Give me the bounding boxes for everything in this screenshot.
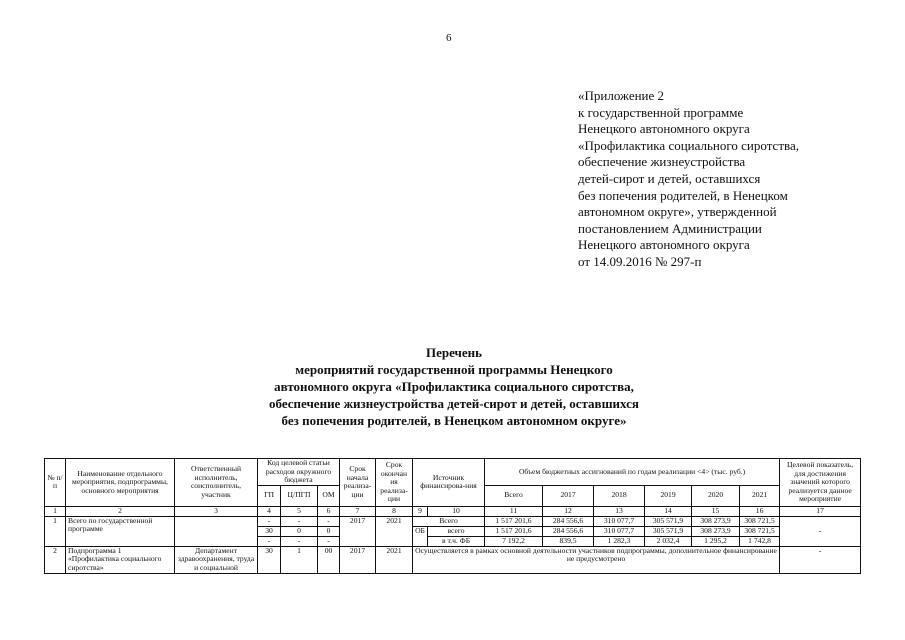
row-num: 2 (45, 546, 66, 573)
row-start: 2017 (340, 516, 376, 546)
header-gp: ГП (258, 485, 281, 506)
column-number: 3 (175, 506, 258, 516)
row-start: 2017 (340, 546, 376, 573)
appendix-line: детей-сирот и детей, оставшихся (578, 170, 761, 186)
cell-om: - (318, 516, 340, 526)
column-number-row (45, 506, 861, 516)
cell-2021: 308 721,5 (740, 516, 780, 526)
cell-gp: - (258, 536, 281, 546)
measures-table (44, 458, 861, 574)
cell-2018: 310 077,7 (594, 526, 645, 536)
header-budget-code: Код целевой статьи расходов окружного бюджета (258, 459, 340, 486)
appendix-line: «Приложение 2 (578, 88, 665, 103)
cell-om: 0 (318, 526, 340, 536)
row-name: Подпрограмма 1 «Профилактика социального сиротства» (66, 546, 175, 573)
header-2020: 2020 (692, 485, 740, 506)
row-end: 2021 (376, 516, 413, 546)
header-name: Наименование отдельного мероприятия, подпрограммы, основного мероприятия (66, 459, 175, 507)
header-start: Срок начала реализа-ции (340, 459, 376, 507)
cell-gp: - (258, 516, 281, 526)
cell-total: 1 517 201,6 (485, 526, 543, 536)
column-number: 5 (281, 506, 318, 516)
cell-total: 1 517 201,6 (485, 516, 543, 526)
cell-2018: 1 282,3 (594, 536, 645, 546)
header-volume: Объем бюджетных ассигнований по годам реализации <4> (тыс. руб.) (485, 459, 780, 486)
appendix-line: без попечения родителей, в Ненецком (578, 187, 788, 203)
cell-gp: 30 (258, 526, 281, 536)
column-number: 2 (66, 506, 175, 516)
cell-2017: 284 556,6 (543, 516, 594, 526)
column-number: 9 (413, 506, 428, 516)
cell-om: 00 (318, 546, 340, 573)
header-end: Срок окончан ия реализа-ции (376, 459, 413, 507)
header-source: Источник финансирова-ния (413, 459, 485, 507)
cell-2021: 308 721,5 (740, 526, 780, 536)
cell-2020: 1 295,2 (692, 536, 740, 546)
row-executor (175, 516, 258, 546)
title-line: автономного округа «Профилактика социального сиротства, (274, 379, 634, 394)
header-2019: 2019 (645, 485, 692, 506)
cell-2018: 310 077,7 (594, 516, 645, 526)
document-title (200, 344, 708, 429)
title-line: обеспечение жизнеустройства детей-сирот и детей, оставшихся (269, 396, 639, 411)
column-number: 16 (740, 506, 780, 516)
cell-2020: 308 273,9 (692, 526, 740, 536)
cell-source-detail: всего (428, 526, 485, 536)
cell-om: - (318, 536, 340, 546)
column-number: 13 (594, 506, 645, 516)
column-number: 7 (340, 506, 376, 516)
cell-2020: 308 273,9 (692, 516, 740, 526)
title-line: мероприятий государственной программы Ненецкого (295, 362, 613, 377)
row-executor: Департамент здравоохранения, труда и социальной (175, 546, 258, 573)
appendix-line: автономном округе», утвержденной (578, 204, 777, 220)
cell-source-ob: ОБ (413, 526, 428, 546)
header-om: ОМ (318, 485, 340, 506)
cell-cpgp: 1 (281, 546, 318, 573)
appendix-header (578, 88, 878, 271)
appendix-line: Ненецкого автономного округа (578, 121, 750, 137)
cell-2019: 305 571,9 (645, 526, 692, 536)
cell-source-detail: в т.ч. ФБ (428, 536, 485, 546)
header-2018: 2018 (594, 485, 645, 506)
cell-total: 7 192,2 (485, 536, 543, 546)
cell-2021: 1 742,8 (740, 536, 780, 546)
row-end: 2021 (376, 546, 413, 573)
cell-2019: 2 032,4 (645, 536, 692, 546)
cell-2017: 284 556,6 (543, 526, 594, 536)
row-num: 1 (45, 516, 66, 546)
cell-gp: 30 (258, 546, 281, 573)
cell-2017: 839,5 (543, 536, 594, 546)
appendix-line: «Профилактика социального сиротства, (578, 137, 799, 153)
header-num: № п/п (45, 459, 66, 507)
cell-cpgp: - (281, 536, 318, 546)
cell-cpgp: - (281, 516, 318, 526)
title-line: без попечения родителей, в Ненецком автономном округе» (281, 413, 627, 428)
title-line: Перечень (425, 345, 483, 360)
table-row (45, 546, 861, 573)
table-row (45, 516, 861, 526)
column-number: 15 (692, 506, 740, 516)
page-number: 6 (446, 32, 452, 44)
column-number: 11 (485, 506, 543, 516)
cell-source: Всего (413, 516, 485, 526)
header-2017: 2017 (543, 485, 594, 506)
column-number: 6 (318, 506, 340, 516)
header-executor: Ответственный исполнитель, соисполнитель, участник (175, 459, 258, 507)
appendix-line: Ненецкого автономного округа (578, 237, 750, 253)
row-target: - (780, 516, 861, 546)
row-name: Всего по государственной программе (66, 516, 175, 546)
appendix-line: обеспечение жизнеустройства (578, 154, 746, 170)
column-number: 4 (258, 506, 281, 516)
header-total: Всего (485, 485, 543, 506)
header-row (45, 459, 861, 486)
cell-cpgp: 0 (281, 526, 318, 536)
appendix-line: к государственной программе (578, 104, 744, 120)
column-number: 10 (428, 506, 485, 516)
cell-2019: 305 571,9 (645, 516, 692, 526)
header-cpgp: Ц/ПГП (281, 485, 318, 506)
row-note: Осуществляется в рамках основной деятельности участников подпрограммы, дополнительное финансирование не предусмотрено (413, 546, 780, 573)
column-number: 17 (780, 506, 861, 516)
column-number: 1 (45, 506, 66, 516)
column-number: 14 (645, 506, 692, 516)
appendix-line: от 14.09.2016 № 297-п (578, 253, 702, 269)
row-target: - (780, 546, 861, 573)
column-number: 8 (376, 506, 413, 516)
header-target: Целевой показатель, для достижения значений которого реализуется данное мероприятие (780, 459, 861, 507)
header-2021: 2021 (740, 485, 780, 506)
appendix-line: постановлением Администрации (578, 220, 762, 236)
column-number: 12 (543, 506, 594, 516)
